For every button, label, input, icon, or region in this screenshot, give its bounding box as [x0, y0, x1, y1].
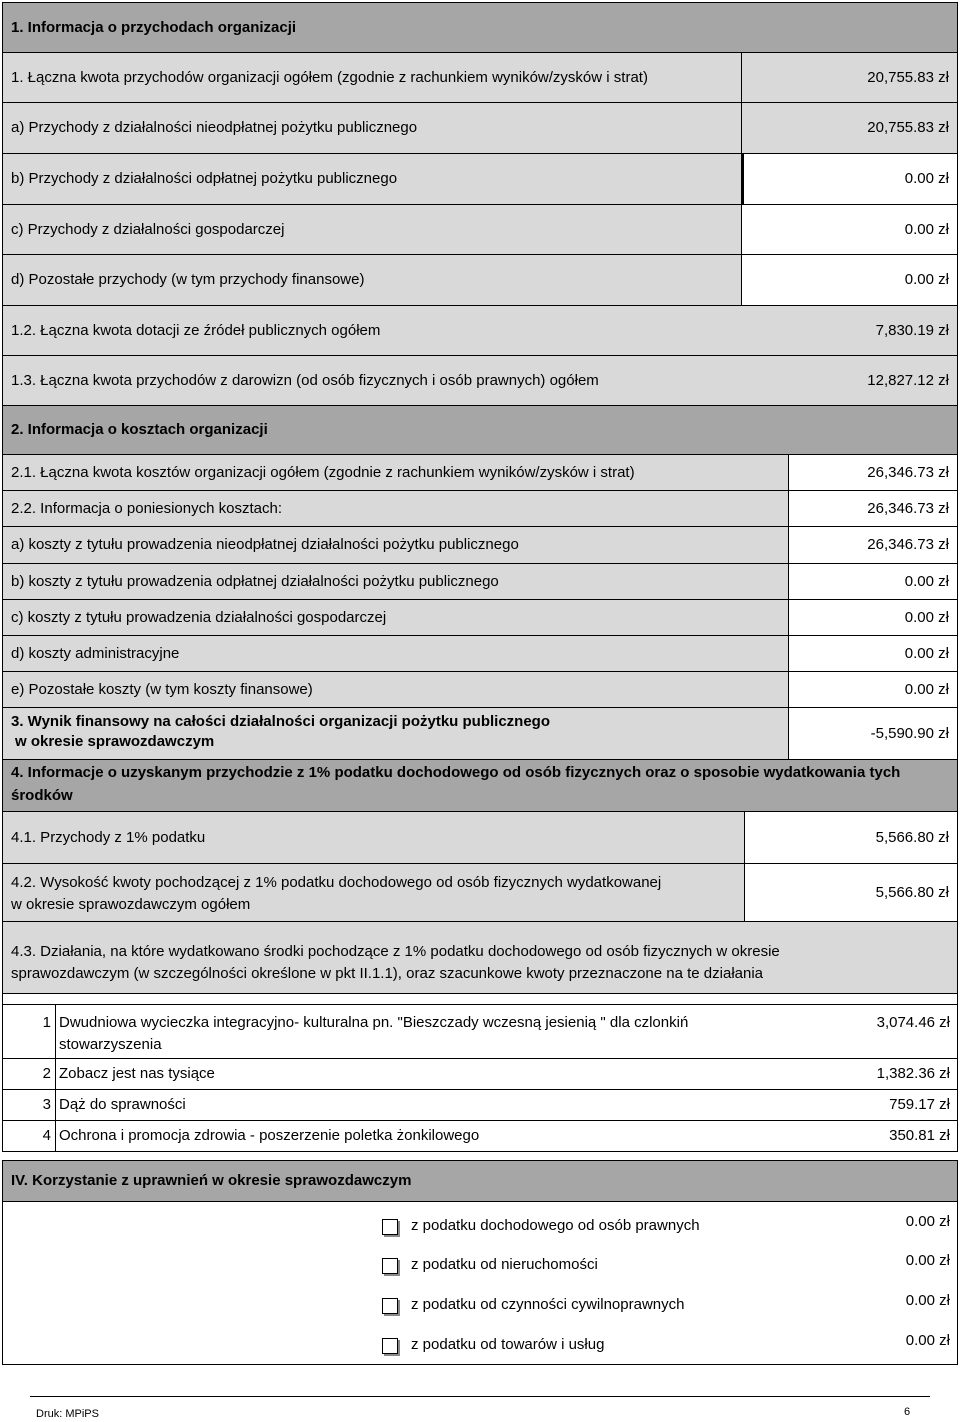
- activities-desc-line2: sprawozdawczym (w szczególności określone w pkt II.1.1), oraz szacunkowe kwoty przeznaczone na te działania: [11, 965, 764, 982]
- cost-b-value: 0.00 zł: [904, 572, 949, 590]
- activity-row: [56, 1090, 958, 1121]
- cost-d-label: d) koszty administracyjne: [11, 644, 180, 662]
- activity-name-line1: Dąż do sprawności: [59, 1096, 186, 1113]
- activity-row: [56, 1121, 958, 1152]
- checkbox-income-tax[interactable]: [382, 1219, 398, 1235]
- checkbox-property-tax[interactable]: [382, 1258, 398, 1274]
- activity-no-cell: [2, 1121, 56, 1152]
- income-row-label: [2, 205, 742, 255]
- exemption-value: 0.00 zł: [905, 1213, 950, 1230]
- income-row-value: [742, 154, 958, 205]
- activity-value: 350.81 zł: [889, 1127, 950, 1144]
- cost-a-label: a) koszty z tytułu prowadzenia nieodpłatnej działalności pożytku publicznego: [11, 536, 519, 553]
- activity-no-cell: [2, 1090, 56, 1121]
- one-percent-income-label: 4.1. Przychody z 1% podatku: [11, 828, 206, 846]
- footer-print: Druk: MPiPS: [36, 1408, 99, 1420]
- income-row-value: [742, 205, 958, 255]
- activity-name-line1: Zobacz jest nas tysiące: [59, 1065, 215, 1082]
- income-a-value: 20,755.83 zł: [867, 119, 949, 136]
- page-number: 6: [904, 1406, 911, 1418]
- section2-title: 2. Informacja o kosztach organizacji: [11, 421, 268, 438]
- one-percent-income-value: 5,566.80 zł: [875, 828, 949, 846]
- section4-title-line2: środków: [11, 787, 73, 804]
- section1-header: [2, 2, 958, 53]
- cost-row-value: [788, 455, 958, 491]
- one-percent-spent-value: 5,566.80 zł: [875, 883, 949, 901]
- exemption-value: 0.00 zł: [905, 1332, 950, 1349]
- income-row-value: [742, 53, 958, 103]
- activity-name-line1: Ochrona i promocja zdrowia - poszerzenie poletka żonkilowego: [59, 1127, 480, 1144]
- cost-e-label: e) Pozostałe koszty (w tym koszty finansowe): [11, 680, 313, 698]
- income-row-value: [742, 103, 958, 154]
- exemption-label: z podatku od czynności cywilnoprawnych: [411, 1296, 685, 1313]
- total-income-value: 20,755.83 zł: [867, 68, 949, 86]
- activity-no: 3: [42, 1096, 51, 1113]
- grants-value: 7,830.19 zł: [875, 321, 949, 339]
- cost-row-value: [788, 636, 958, 672]
- financial-result-value: -5,590.90 zł: [870, 724, 949, 742]
- cost-row-label: [2, 527, 788, 564]
- income-d-value: 0.00 zł: [904, 271, 949, 288]
- sectionIV-header: [2, 1160, 958, 1202]
- activity-row: [56, 1059, 958, 1090]
- costs-info-value: 26,346.73 zł: [867, 499, 949, 517]
- income-b-label: b) Przychody z działalności odpłatnej pożytku publicznego: [11, 170, 398, 187]
- cost-e-value: 0.00 zł: [904, 680, 949, 698]
- exemption-value: 0.00 zł: [905, 1292, 950, 1309]
- section1-title: 1. Informacja o przychodach organizacji: [11, 18, 297, 36]
- costs-info-label: 2.2. Informacja o poniesionych kosztach:: [11, 499, 282, 517]
- activity-value: 1,382.36 zł: [876, 1065, 950, 1082]
- cost-d-value: 0.00 zł: [904, 644, 949, 662]
- section2-header: [2, 406, 958, 455]
- activity-value: 759.17 zł: [889, 1096, 950, 1113]
- footer-divider: [30, 1396, 930, 1397]
- divider: [2, 1004, 56, 1005]
- cost-row-label: [2, 600, 788, 636]
- income-row-value: [742, 255, 958, 306]
- cost-row-label: [2, 491, 788, 527]
- donations-value: 12,827.12 zł: [867, 371, 949, 389]
- sectionIV-title: IV. Korzystanie z uprawnień w okresie sprawozdawczym: [11, 1172, 412, 1189]
- cost-row-label: [2, 455, 788, 491]
- activities-desc-line1: 4.3. Działania, na które wydatkowano środki pochodzące z 1% podatku dochodowego od osób fizycznych w okresie: [11, 943, 780, 960]
- activity-name-line1: Dwudniowa wycieczka integracyjno- kulturalna pn. "Bieszczady wczesną jesienią " dla czlonkiń: [59, 1014, 689, 1031]
- section4-title-line1: 4. Informacje o uzyskanym przychodzie z 1% podatku dochodowego od osób fizycznych oraz o sposobie wydatkowania tych: [11, 764, 901, 781]
- cost-b-label: b) koszty z tytułu prowadzenia odpłatnej działalności pożytku publicznego: [11, 572, 499, 590]
- cost-c-label: c) koszty z tytułu prowadzenia działalności gospodarczej: [11, 608, 387, 626]
- income-row-label: [2, 255, 742, 306]
- income-row-label: [2, 306, 772, 356]
- row-4-1-value: [744, 812, 958, 864]
- grants-label: 1.2. Łączna kwota dotacji ze źródeł publicznych ogółem: [11, 321, 381, 339]
- income-row-label: [2, 103, 742, 154]
- income-row-value: [772, 356, 958, 406]
- activity-no: 2: [42, 1065, 51, 1082]
- one-percent-spent-line2: w okresie sprawozdawczym ogółem: [11, 896, 251, 913]
- activity-no-cell: [2, 1059, 56, 1090]
- cost-row-label: [2, 672, 788, 708]
- row-4-3: [2, 922, 958, 994]
- row-4-2-value: [744, 864, 958, 922]
- financial-result-line1: 3. Wynik finansowy na całości działalności organizacji pożytku publicznego: [11, 713, 551, 730]
- cost-a-value: 26,346.73 zł: [867, 536, 949, 553]
- total-costs-value: 26,346.73 zł: [867, 463, 949, 481]
- income-c-value: 0.00 zł: [904, 220, 949, 238]
- financial-result-line2: w okresie sprawozdawczym: [15, 733, 215, 750]
- income-d-label: d) Pozostałe przychody (w tym przychody finansowe): [11, 271, 365, 288]
- cost-row-label: [2, 636, 788, 672]
- cost-row-value: [788, 564, 958, 600]
- exemption-label: z podatku od towarów i usług: [411, 1336, 605, 1353]
- row-4-2-label: [2, 864, 744, 922]
- activity-no: 1: [42, 1014, 51, 1031]
- activity-value: 3,074.46 zł: [876, 1014, 950, 1031]
- checkbox-vat[interactable]: [382, 1338, 398, 1354]
- total-income-label: 1. Łączna kwota przychodów organizacji ogółem (zgodnie z rachunkiem wyników/zysków i strat): [11, 68, 648, 86]
- activity-name-line2: stowarzyszenia: [59, 1036, 162, 1053]
- total-costs-label: 2.1. Łączna kwota kosztów organizacji ogółem (zgodnie z rachunkiem wyników/zysków i strat): [11, 463, 635, 481]
- exemption-value: 0.00 zł: [905, 1252, 950, 1269]
- donations-label: 1.3. Łączna kwota przychodów z darowizn (od osób fizycznych i osób prawnych) ogółem: [11, 371, 599, 389]
- cost-row-label: [2, 564, 788, 600]
- activity-no: 4: [42, 1127, 51, 1144]
- cost-c-value: 0.00 zł: [904, 608, 949, 626]
- income-b-value: 0.00 zł: [904, 170, 949, 187]
- section4-header: [2, 760, 958, 812]
- activity-row: [56, 1004, 958, 1059]
- activity-no-cell: [2, 1004, 56, 1059]
- cost-row-value: [788, 491, 958, 527]
- income-row-label: [2, 53, 742, 103]
- cost-row-value: [788, 600, 958, 636]
- financial-result-label: [2, 708, 788, 760]
- cost-row-value: [788, 672, 958, 708]
- checkbox-civil-law-tax[interactable]: [382, 1298, 398, 1314]
- income-row-label: [2, 154, 742, 205]
- income-row-value: [772, 306, 958, 356]
- one-percent-spent-line1: 4.2. Wysokość kwoty pochodzącej z 1% podatku dochodowego od osób fizycznych wydatkowanej: [11, 874, 662, 891]
- income-row-label: [2, 356, 772, 406]
- income-a-label: a) Przychody z działalności nieodpłatnej pożytku publicznego: [11, 119, 418, 136]
- row-4-1-label: [2, 812, 744, 864]
- financial-result-value-cell: [788, 708, 958, 760]
- exemption-label: z podatku dochodowego od osób prawnych: [411, 1217, 700, 1234]
- exemption-label: z podatku od nieruchomości: [411, 1256, 598, 1273]
- cost-row-value: [788, 527, 958, 564]
- income-c-label: c) Przychody z działalności gospodarczej: [11, 220, 285, 238]
